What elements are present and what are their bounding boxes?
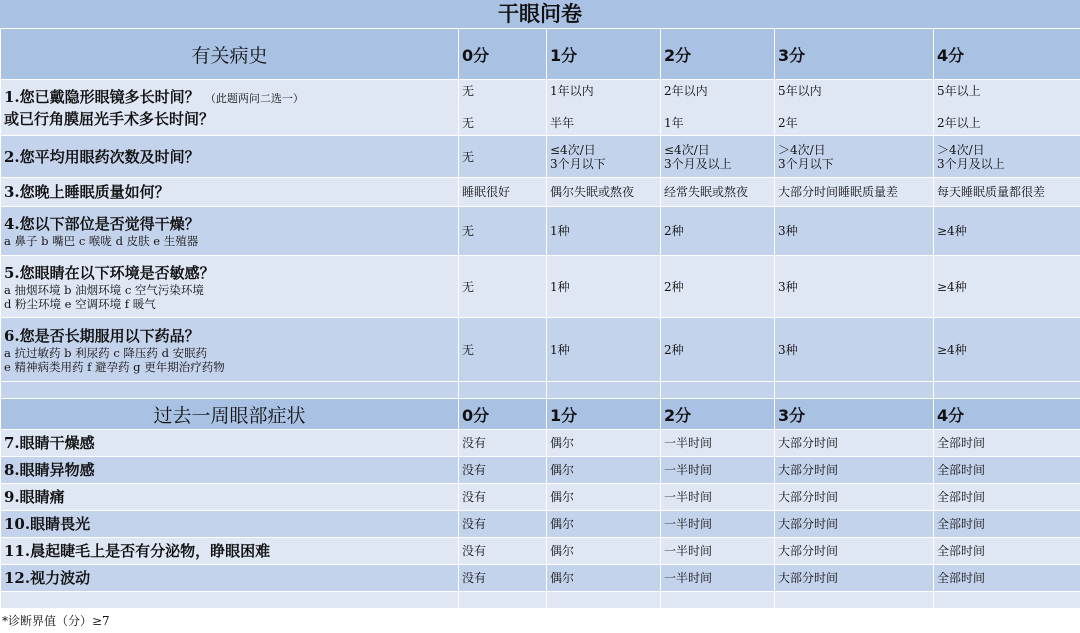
- symptom-10-option-4: 全部时间: [934, 511, 1080, 538]
- symptom-row-11: [1, 538, 1080, 565]
- q4-option-3: 3种: [775, 207, 934, 256]
- question-1b-text: 或已行角膜屈光手术多长时间？: [4, 109, 215, 128]
- q2-option-0: 无: [459, 136, 547, 178]
- symptom-8-option-3: 大部分时间: [775, 457, 934, 484]
- question-1a-text: 1.您已戴隐形眼镜多长时间？: [4, 87, 200, 106]
- symptom-10-option-3: 大部分时间: [775, 511, 934, 538]
- q6-option-4: ≥4种: [934, 318, 1080, 382]
- symptom-11-option-2: 一半时间: [661, 538, 775, 565]
- question-row-5: [1, 256, 1080, 318]
- symptom-12-option-3: 大部分时间: [775, 565, 934, 592]
- symptom-7-option-4: 全部时间: [934, 430, 1080, 457]
- questionnaire-table: [0, 28, 1080, 609]
- question-5-text: 5.您眼睛在以下环境是否敏感？: [4, 263, 215, 282]
- symptom-row-7: [1, 430, 1080, 457]
- q5-option-1: 1种: [547, 256, 661, 318]
- q4-option-1: 1种: [547, 207, 661, 256]
- question-4-cell: [1, 207, 459, 256]
- symptom-7-option-2: 一半时间: [661, 430, 775, 457]
- symptom-12-option-4: 全部时间: [934, 565, 1080, 592]
- symptom-9-option-2: 一半时间: [661, 484, 775, 511]
- symptom-11-option-1: 偶尔: [547, 538, 661, 565]
- question-6-text: 6.您是否长期服用以下药品？: [4, 326, 200, 345]
- symptom-9-option-3: 大部分时间: [775, 484, 934, 511]
- symptom-10-text: 10.眼睛畏光: [1, 511, 459, 538]
- question-4-text: 4.您以下部位是否觉得干燥？: [4, 215, 200, 233]
- history-header-row: [1, 29, 1080, 80]
- q6-option-2: 2种: [661, 318, 775, 382]
- q3-option-2: 经常失眠或熬夜: [661, 178, 775, 207]
- question-6-sub-2: e 精神病类用药 f 避孕药 g 更年期治疗药物: [4, 359, 225, 374]
- symptom-row-8: [1, 457, 1080, 484]
- diagnostic-threshold-footnote: *诊断界值（分）≥7: [2, 614, 110, 628]
- q3-option-1: 偶尔失眠或熬夜: [547, 178, 661, 207]
- q1-option-0: 无 无: [459, 80, 547, 136]
- q1-option-2: 2年以内 1年: [661, 80, 775, 136]
- section-spacer-row: [1, 382, 1080, 399]
- q6-option-3: 3种: [775, 318, 934, 382]
- q6-option-0: 无: [459, 318, 547, 382]
- q2-option-2: ≤4次/日 3个月及以上: [661, 136, 775, 178]
- question-row-3: [1, 178, 1080, 207]
- symptom-11-text: 11.晨起睫毛上是否有分泌物，睁眼困难: [1, 538, 459, 565]
- symptom-9-text: 9.眼睛痛: [1, 484, 459, 511]
- symptom-score-header-1: 1分: [547, 399, 661, 430]
- question-row-4: [1, 207, 1080, 256]
- symptom-11-option-3: 大部分时间: [775, 538, 934, 565]
- question-row-2: [1, 136, 1080, 178]
- symptom-7-text: 7.眼睛干燥感: [1, 430, 459, 457]
- symptom-8-option-0: 没有: [459, 457, 547, 484]
- symptom-7-option-0: 没有: [459, 430, 547, 457]
- q6-option-1: 1种: [547, 318, 661, 382]
- question-1-cell: [1, 80, 459, 136]
- question-6-cell: [1, 318, 459, 382]
- question-4-sub: a 鼻子 b 嘴巴 c 喉咙 d 皮肤 e 生殖器: [4, 234, 199, 248]
- q5-option-4: ≥4种: [934, 256, 1080, 318]
- history-section-heading: 有关病史: [1, 29, 459, 80]
- symptom-score-header-3: 3分: [775, 399, 934, 430]
- q5-option-3: 3种: [775, 256, 934, 318]
- q4-option-0: 无: [459, 207, 547, 256]
- symptom-10-option-2: 一半时间: [661, 511, 775, 538]
- q5-option-2: 2种: [661, 256, 775, 318]
- symptom-12-option-2: 一半时间: [661, 565, 775, 592]
- score-header-3: 3分: [775, 29, 934, 80]
- symptom-11-option-0: 没有: [459, 538, 547, 565]
- symptom-score-header-0: 0分: [459, 399, 547, 430]
- q1-option-4: 5年以上 2年以上: [934, 80, 1080, 136]
- symptom-score-header-2: 2分: [661, 399, 775, 430]
- symptom-10-option-1: 偶尔: [547, 511, 661, 538]
- question-6-sub-1: a 抗过敏药 b 利尿药 c 降压药 d 安眠药: [4, 345, 208, 360]
- symptom-7-option-3: 大部分时间: [775, 430, 934, 457]
- question-3-text: 3.您晚上睡眠质量如何？: [1, 178, 459, 207]
- score-header-4: 4分: [934, 29, 1080, 80]
- q3-option-4: 每天睡眠质量都很差: [934, 178, 1080, 207]
- q5-option-0: 无: [459, 256, 547, 318]
- question-5-sub-1: a 抽烟环境 b 油烟环境 c 空气污染环境: [4, 282, 204, 297]
- question-1-note: （此题两问二选一）: [204, 91, 304, 105]
- symptom-7-option-1: 偶尔: [547, 430, 661, 457]
- symptom-12-text: 12.视力波动: [1, 565, 459, 592]
- trailing-blank-row: [1, 592, 1080, 609]
- symptom-8-option-4: 全部时间: [934, 457, 1080, 484]
- score-header-2: 2分: [661, 29, 775, 80]
- symptom-9-option-4: 全部时间: [934, 484, 1080, 511]
- symptom-11-option-4: 全部时间: [934, 538, 1080, 565]
- questionnaire-title: 干眼问卷: [0, 0, 1080, 29]
- q1-option-1: 1年以内 半年: [547, 80, 661, 136]
- symptom-row-10: [1, 511, 1080, 538]
- symptom-8-option-1: 偶尔: [547, 457, 661, 484]
- question-5-cell: [1, 256, 459, 318]
- symptom-row-12: [1, 565, 1080, 592]
- q4-option-4: ≥4种: [934, 207, 1080, 256]
- symptom-12-option-0: 没有: [459, 565, 547, 592]
- symptom-12-option-1: 偶尔: [547, 565, 661, 592]
- score-header-1: 1分: [547, 29, 661, 80]
- question-5-sub-2: d 粉尘环境 e 空调环境 f 暖气: [4, 296, 156, 311]
- q2-option-3: ＞4次/日 3个月以下: [775, 136, 934, 178]
- symptom-8-option-2: 一半时间: [661, 457, 775, 484]
- symptom-9-option-0: 没有: [459, 484, 547, 511]
- q4-option-2: 2种: [661, 207, 775, 256]
- symptom-8-text: 8.眼睛异物感: [1, 457, 459, 484]
- symptoms-section-heading: 过去一周眼部症状: [1, 399, 459, 430]
- symptom-9-option-1: 偶尔: [547, 484, 661, 511]
- symptom-row-9: [1, 484, 1080, 511]
- question-row-1: [1, 80, 1080, 136]
- q3-option-3: 大部分时间睡眠质量差: [775, 178, 934, 207]
- symptom-10-option-0: 没有: [459, 511, 547, 538]
- symptom-score-header-4: 4分: [934, 399, 1080, 430]
- q3-option-0: 睡眠很好: [459, 178, 547, 207]
- q1-option-3: 5年以内 2年: [775, 80, 934, 136]
- score-header-0: 0分: [459, 29, 547, 80]
- symptoms-header-row: [1, 399, 1080, 430]
- q2-option-1: ≤4次/日 3个月以下: [547, 136, 661, 178]
- question-row-6: [1, 318, 1080, 382]
- question-2-text: 2.您平均用眼药次数及时间？: [1, 136, 459, 178]
- q2-option-4: ＞4次/日 3个月及以上: [934, 136, 1080, 178]
